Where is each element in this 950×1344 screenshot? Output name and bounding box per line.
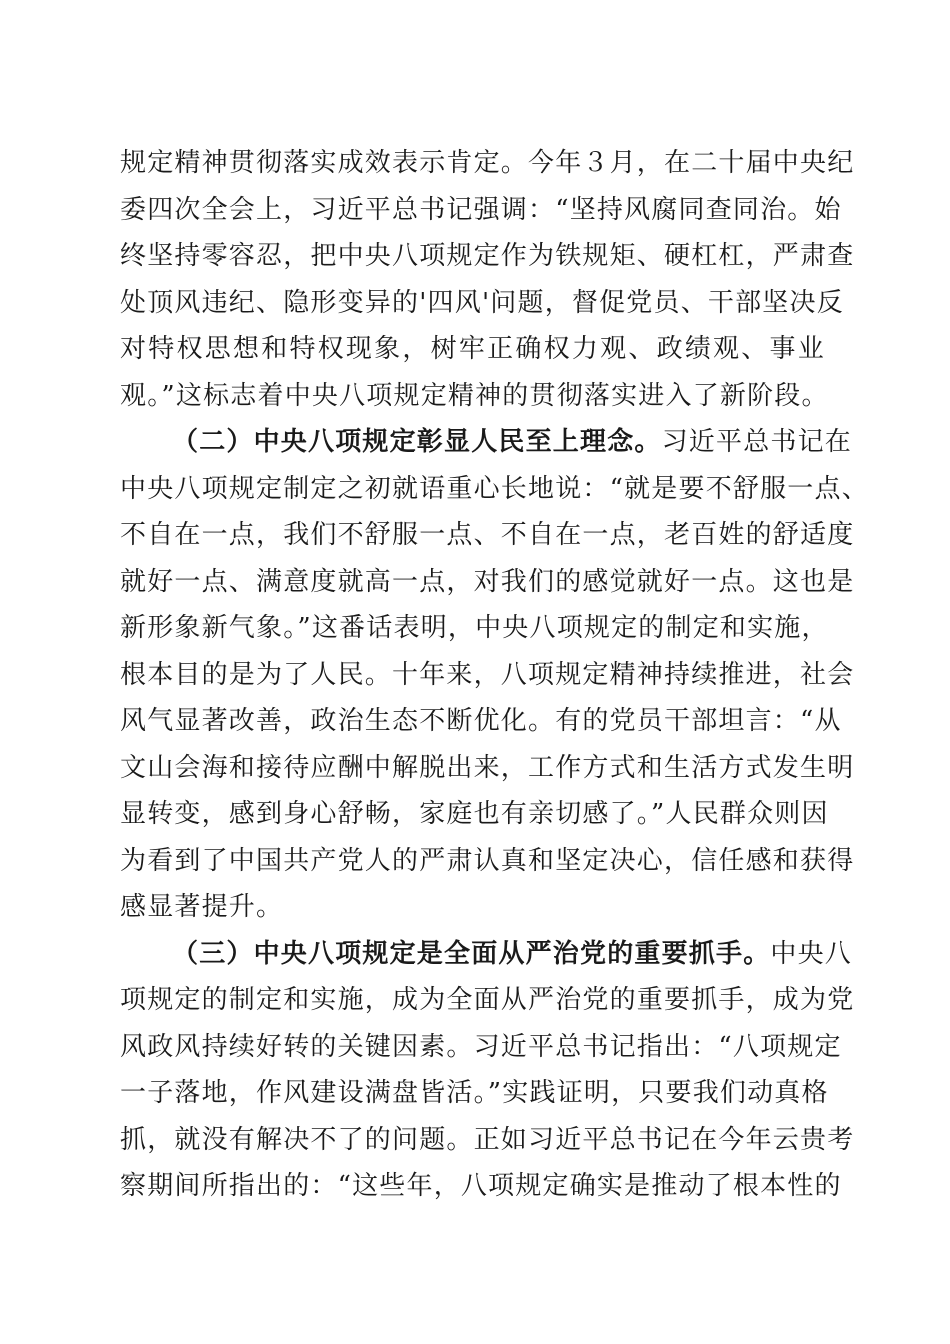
text-line: 就好一点、满意度就高一点，对我们的感觉就好一点。这也是 <box>120 566 855 597</box>
text-line: 文山会海和接待应酬中解脱出来，工作方式和生活方式发生明 <box>120 752 855 783</box>
section-heading: （三）中央八项规定是全面从严治党的重要抓手。 <box>172 938 771 969</box>
text-line: 中央八项规定制定之初就语重心长地说：“就是要不舒服一点、 <box>120 473 869 504</box>
text-line: 规定精神贯彻落实成效表示肯定。今年３月，在二十届中央纪 <box>120 148 855 178</box>
text-line <box>120 931 853 978</box>
document-body <box>120 140 869 1210</box>
paragraph-3 <box>120 931 855 1210</box>
text-line: 风政风持续好转的关键因素。习近平总书记指出：“八项规定 <box>120 1031 842 1062</box>
text-line: 项规定的制定和实施，成为全面从严治党的重要抓手，成为党 <box>120 985 855 1015</box>
text-line: 新形象新气象。”这番话表明，中央八项规定的制定和实施， <box>120 613 829 643</box>
text-line: 为看到了中国共产党人的严肃认真和坚定决心，信任感和获得 <box>120 845 855 876</box>
text-line: 终坚持零容忍，把中央八项规定作为铁规矩、硬杠杠，严肃查 <box>120 241 855 271</box>
text-line: 抓，就没有解决不了的问题。正如习近平总书记在今年云贵考 <box>120 1124 855 1155</box>
heading-line-rest: 习近平总书记在 <box>661 427 853 457</box>
text-line: 根本目的是为了人民。十年来，八项规定精神持续推进，社会 <box>120 659 855 690</box>
section-heading: （二）中央八项规定彰显人民至上理念。 <box>172 427 662 457</box>
text-line: 显转变，感到身心舒畅，家庭也有亲切感了。”人民群众则因 <box>120 799 829 829</box>
text-line: 风气显著改善，政治生态不断优化。有的党员干部坦言：“从 <box>120 706 842 736</box>
text-line: 一子落地，作风建设满盘皆活。”实践证明，只要我们动真格 <box>120 1078 829 1108</box>
paragraph-2 <box>120 419 869 931</box>
text-line <box>120 419 853 466</box>
text-line: 感显著提升。 <box>120 892 284 922</box>
paragraph-1 <box>120 140 855 419</box>
heading-line-rest: 中央八 <box>770 938 853 969</box>
text-line: 委四次全会上，习近平总书记强调：“坚持风腐同查同治。始 <box>120 194 842 225</box>
text-line: 观。”这标志着中央八项规定精神的贯彻落实进入了新阶段。 <box>120 380 829 411</box>
text-line: 对特权思想和特权现象，树牢正确权力观、政绩观、事业 <box>120 334 825 364</box>
text-line: 处顶风违纪、隐形变异的'四风'问题，督促党员、干部坚决反 <box>120 287 844 318</box>
text-line: 察期间所指出的：“这些年，八项规定确实是推动了根本性的 <box>120 1171 842 1201</box>
text-line: 不自在一点，我们不舒服一点、不自在一点，老百姓的舒适度 <box>120 520 855 550</box>
